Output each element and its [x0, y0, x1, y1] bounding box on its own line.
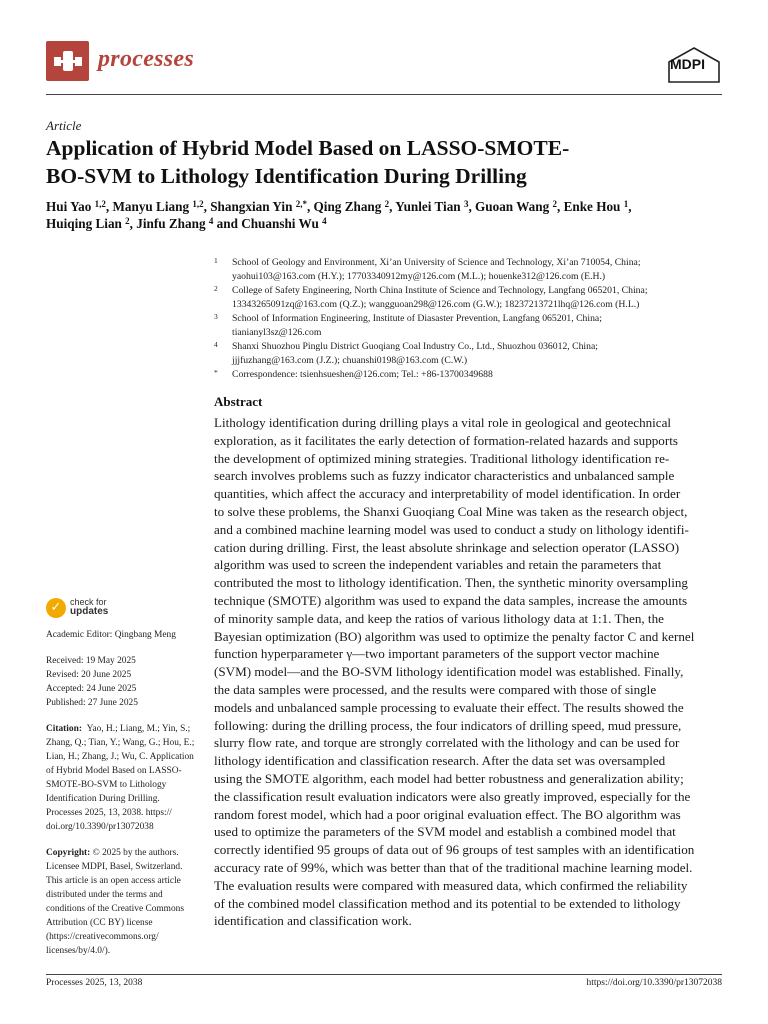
- title-line: Application of Hybrid Model Based on LASSO-SMOTE-: [46, 136, 570, 160]
- copyright-line: This article is an open access article: [46, 876, 181, 886]
- abstract-line: of the combined model classification method and its potential to be extended to lithology: [214, 895, 681, 911]
- author-sep: ,: [105, 199, 113, 214]
- article-info-sidebar: [46, 628, 196, 970]
- author-affil-sup: 1: [623, 199, 629, 209]
- abstract-line: the data samples were processed, and the results were compared with those of single: [214, 681, 657, 697]
- author-affil-sup: 1,2: [192, 199, 204, 209]
- abstract-line: using the SMOTE algorithm, each model had better robustness and generalization ability;: [214, 770, 684, 786]
- affiliation-item: [214, 312, 724, 340]
- copyright-line: Attribution (CC BY) license: [46, 918, 153, 928]
- abstract-line: algorithm was used to screen the independent variables and retain the parameters that: [214, 557, 662, 573]
- author-affil-sup: 4: [208, 216, 214, 226]
- copyright-line: Licensee MDPI, Basel, Switzerland.: [46, 862, 183, 872]
- affiliation-item: [214, 284, 724, 312]
- mdpi-logo-text: MDPI: [670, 56, 705, 72]
- citation-line: Lian, H.; Zhang, J.; Wu, C. Application: [46, 752, 194, 762]
- check-text-line: updates: [70, 606, 109, 617]
- correspondence-line[interactable]: Correspondence: tsienhsueshen@126.com; Tel.: +86-13700349688: [232, 369, 493, 380]
- abstract-line: and a combined machine learning model was used to conduct a study on lithology identifi-: [214, 521, 689, 537]
- abstract-line: models and unbalanced sample processing to evaluate their effect. The results showed the: [214, 699, 684, 715]
- abstract-line: the classification result evaluation indicators were also greatly improved, especially for the: [214, 788, 691, 804]
- author-sep: ,: [129, 216, 137, 231]
- dates-block: [46, 654, 196, 710]
- affiliation-item: [214, 256, 724, 284]
- author-affil-sup: 2: [125, 216, 130, 226]
- author-affil-sup: 2,*: [295, 199, 307, 209]
- author-line: [46, 198, 686, 215]
- abstract-line: function hyperparameter γ—two important parameters of the support vector machine: [214, 646, 660, 662]
- correspondence-item: [214, 368, 724, 382]
- citation-text: Yao, H.; Liang, M.; Yin, S.;: [86, 724, 191, 734]
- abstract-line: Lithology identification during drilling plays a vital role in geological and geotechnical: [214, 415, 672, 430]
- citation-line: Identification During Drilling.: [46, 794, 160, 804]
- abstract-line: cation during drilling. First, the least absolute shrinkage and selection operator (LASSO): [214, 539, 680, 555]
- abstract-line: correctly identified 95 groups of data out of 96 groups of test samples with an identification: [214, 842, 695, 858]
- journal-logo-icon: [46, 41, 89, 81]
- author-name[interactable]: Hui Yao: [46, 199, 92, 214]
- citation-block: [46, 722, 196, 834]
- affiliation-item: [214, 340, 724, 368]
- author-sep: ,: [306, 199, 314, 214]
- affiliation-number: 2: [214, 284, 218, 293]
- date-line: Accepted: 24 June 2025: [46, 684, 137, 694]
- author-name[interactable]: Qing Zhang: [313, 199, 382, 214]
- abstract-body: [214, 414, 722, 930]
- author-name[interactable]: Yunlei Tian: [395, 199, 461, 214]
- affiliation-line: Shanxi Shuozhou Pinglu District Guoqiang Coal Industry Co., Ltd., Shuozhou 036012, China;: [232, 341, 598, 352]
- copyright-line[interactable]: licenses/by/4.0/).: [46, 946, 111, 956]
- check-for-updates-badge[interactable]: [46, 597, 186, 621]
- abstract-line: following: during the drilling process, the four indicators of drilling speed, mud pressure,: [214, 717, 682, 733]
- copyright-label: Copyright:: [46, 848, 91, 858]
- copyright-line[interactable]: (https://creativecommons.org/: [46, 932, 159, 942]
- copyright-block: [46, 846, 196, 958]
- affiliation-number: *: [214, 368, 218, 377]
- journal-logo: [46, 41, 89, 81]
- date-line: Received: 19 May 2025: [46, 656, 136, 666]
- article-title: [46, 134, 706, 190]
- affiliations: [214, 256, 724, 382]
- author-line: [46, 215, 686, 232]
- author-affil-sup: 1,2: [94, 199, 106, 209]
- abstract-line: the development of optimized mining strategies. Traditional lithology identification re-: [214, 450, 670, 466]
- abstract-line: (SVM) model—and the BO-SVM lithology identification model was established. Finally,: [214, 664, 684, 680]
- abstract-line: random forest model, which had a poor original evaluation effect. The BO algorithm was: [214, 806, 681, 822]
- abstract-line: Bayesian optimization (BO) algorithm was used to optimize the penalty factor C and kernel: [214, 628, 695, 644]
- affiliation-line: School of Information Engineering, Institute of Diasaster Prevention, Langfang 065201, China;: [232, 313, 602, 324]
- citation-line: of Hybrid Model Based on LASSO-: [46, 766, 182, 776]
- author-name[interactable]: Enke Hou: [563, 199, 621, 214]
- footer-divider: [46, 974, 722, 975]
- affiliation-line: College of Safety Engineering, North China Institute of Science and Technology, Langfang 065201, China;: [232, 285, 648, 296]
- copyright-text: © 2025 by the authors.: [92, 848, 179, 858]
- abstract-line: to solve these problems, the Shanxi Guoqiang Coal Mine was taken as the research object,: [214, 503, 688, 519]
- author-sep: ,: [389, 199, 396, 214]
- abstract-line: contributed the most to lithology identification. Then, the synthetic minority oversampling: [214, 575, 688, 591]
- affiliation-emails[interactable]: jjjfuzhang@163.com (J.Z.); chuanshi0198@163.com (C.W.): [232, 355, 468, 366]
- affiliation-number: 1: [214, 256, 218, 265]
- date-line: Revised: 20 June 2025: [46, 670, 132, 680]
- author-sep: ,: [203, 199, 211, 214]
- author-sep: ,: [556, 199, 564, 214]
- affiliation-number: 3: [214, 312, 218, 321]
- affiliation-number: 4: [214, 340, 218, 349]
- citation-line[interactable]: Processes 2025, 13, 2038. https://: [46, 808, 172, 818]
- abstract-line: accuracy rate of 99%, which was better than that of the traditional machine learning model.: [214, 859, 693, 875]
- abstract-heading: Abstract: [214, 394, 263, 409]
- citation-line: SMOTE-BO-SVM to Lithology: [46, 780, 167, 790]
- citation-line: Zhang, Q.; Tian, Y.; Wang, G.; Hou, E.;: [46, 738, 195, 748]
- author-affil-sup: 2: [384, 199, 390, 209]
- date-line: Published: 27 June 2025: [46, 698, 138, 708]
- author-sep: ,: [628, 199, 632, 214]
- author-name[interactable]: Chuanshi Wu: [241, 216, 319, 231]
- header-divider: [46, 94, 722, 95]
- author-affil-sup: 3: [463, 199, 469, 209]
- abstract-line: technique (SMOTE) algorithm was used to expand the data samples, increase the amounts: [214, 592, 688, 608]
- article-type: Article: [46, 118, 82, 133]
- author-name[interactable]: Huiqing Lian: [46, 216, 122, 231]
- abstract-line: quantities, which affect the accuracy and interpretability of model identification. In order: [214, 486, 681, 502]
- abstract-line: slurry flow rate, and torque are strongly correlated with the lithology and can be used for: [214, 735, 680, 751]
- author-affil-sup: 4: [322, 216, 327, 226]
- abstract-line: identification and classification work.: [214, 913, 412, 929]
- author-name[interactable]: Shangxian Yin: [210, 199, 293, 214]
- affiliation-line: School of Geology and Environment, Xi’an University of Science and Technology, Xi’an 710054, China;: [232, 257, 641, 268]
- citation-line: [46, 722, 196, 736]
- copyright-line: conditions of the Creative Commons: [46, 904, 185, 914]
- abstract-line: exploration, as it facilitates the early detection of formation-related hazards and supports: [214, 432, 678, 448]
- copyright-line: [46, 846, 196, 860]
- abstract-line: search involves problems such as fuzzy indicator characteristics and unbalanced sample: [214, 468, 675, 484]
- abstract-line: used to optimize the parameters of the SVM model and establish a combined model that: [214, 824, 676, 840]
- journal-name[interactable]: processes: [98, 46, 195, 72]
- check-text-line: check for: [70, 597, 107, 607]
- author-sep: ,: [468, 199, 476, 214]
- abstract-line: lithology identification and classification research. After the data set was oversampled: [214, 753, 666, 769]
- citation-line[interactable]: doi.org/10.3390/pr13072038: [46, 822, 154, 832]
- author-name[interactable]: Guoan Wang: [475, 199, 550, 214]
- author-sep: and: [213, 216, 242, 231]
- footer-citation: Processes 2025, 13, 2038: [46, 978, 143, 988]
- affiliation-emails[interactable]: tianianyl3sz@126.com: [232, 327, 322, 338]
- footer-doi-link[interactable]: https://doi.org/10.3390/pr13072038: [586, 978, 722, 988]
- copyright-line: distributed under the terms and: [46, 890, 163, 900]
- author-name[interactable]: Jinfu Zhang: [136, 216, 206, 231]
- abstract-line: The evaluation results were compared with measured data, which confirmed the reliability: [214, 877, 688, 893]
- author-list: [46, 198, 686, 232]
- academic-editor: Academic Editor: Qingbang Meng: [46, 630, 176, 640]
- author-affil-sup: 2: [552, 199, 557, 209]
- citation-label: Citation:: [46, 724, 82, 734]
- title-line: BO-SVM to Lithology Identification During Drilling: [46, 164, 527, 188]
- affiliation-emails[interactable]: yaohui103@163.com (H.Y.); 17703340912my@126.com (M.L.); houenke312@126.com (E.H.): [232, 271, 606, 282]
- check-for-updates-text: [70, 597, 108, 617]
- checkmark-icon: ✓: [46, 598, 66, 618]
- abstract-line: of minority sample data, and keep the ratios of various lithology data at 1:1. Then, the: [214, 610, 664, 626]
- author-name[interactable]: Manyu Liang: [112, 199, 190, 214]
- affiliation-emails[interactable]: 13343265091zq@163.com (Q.Z.); wangguoan298@126.com (G.W.); 18237213721lhq@126.com (H.L.): [232, 299, 640, 310]
